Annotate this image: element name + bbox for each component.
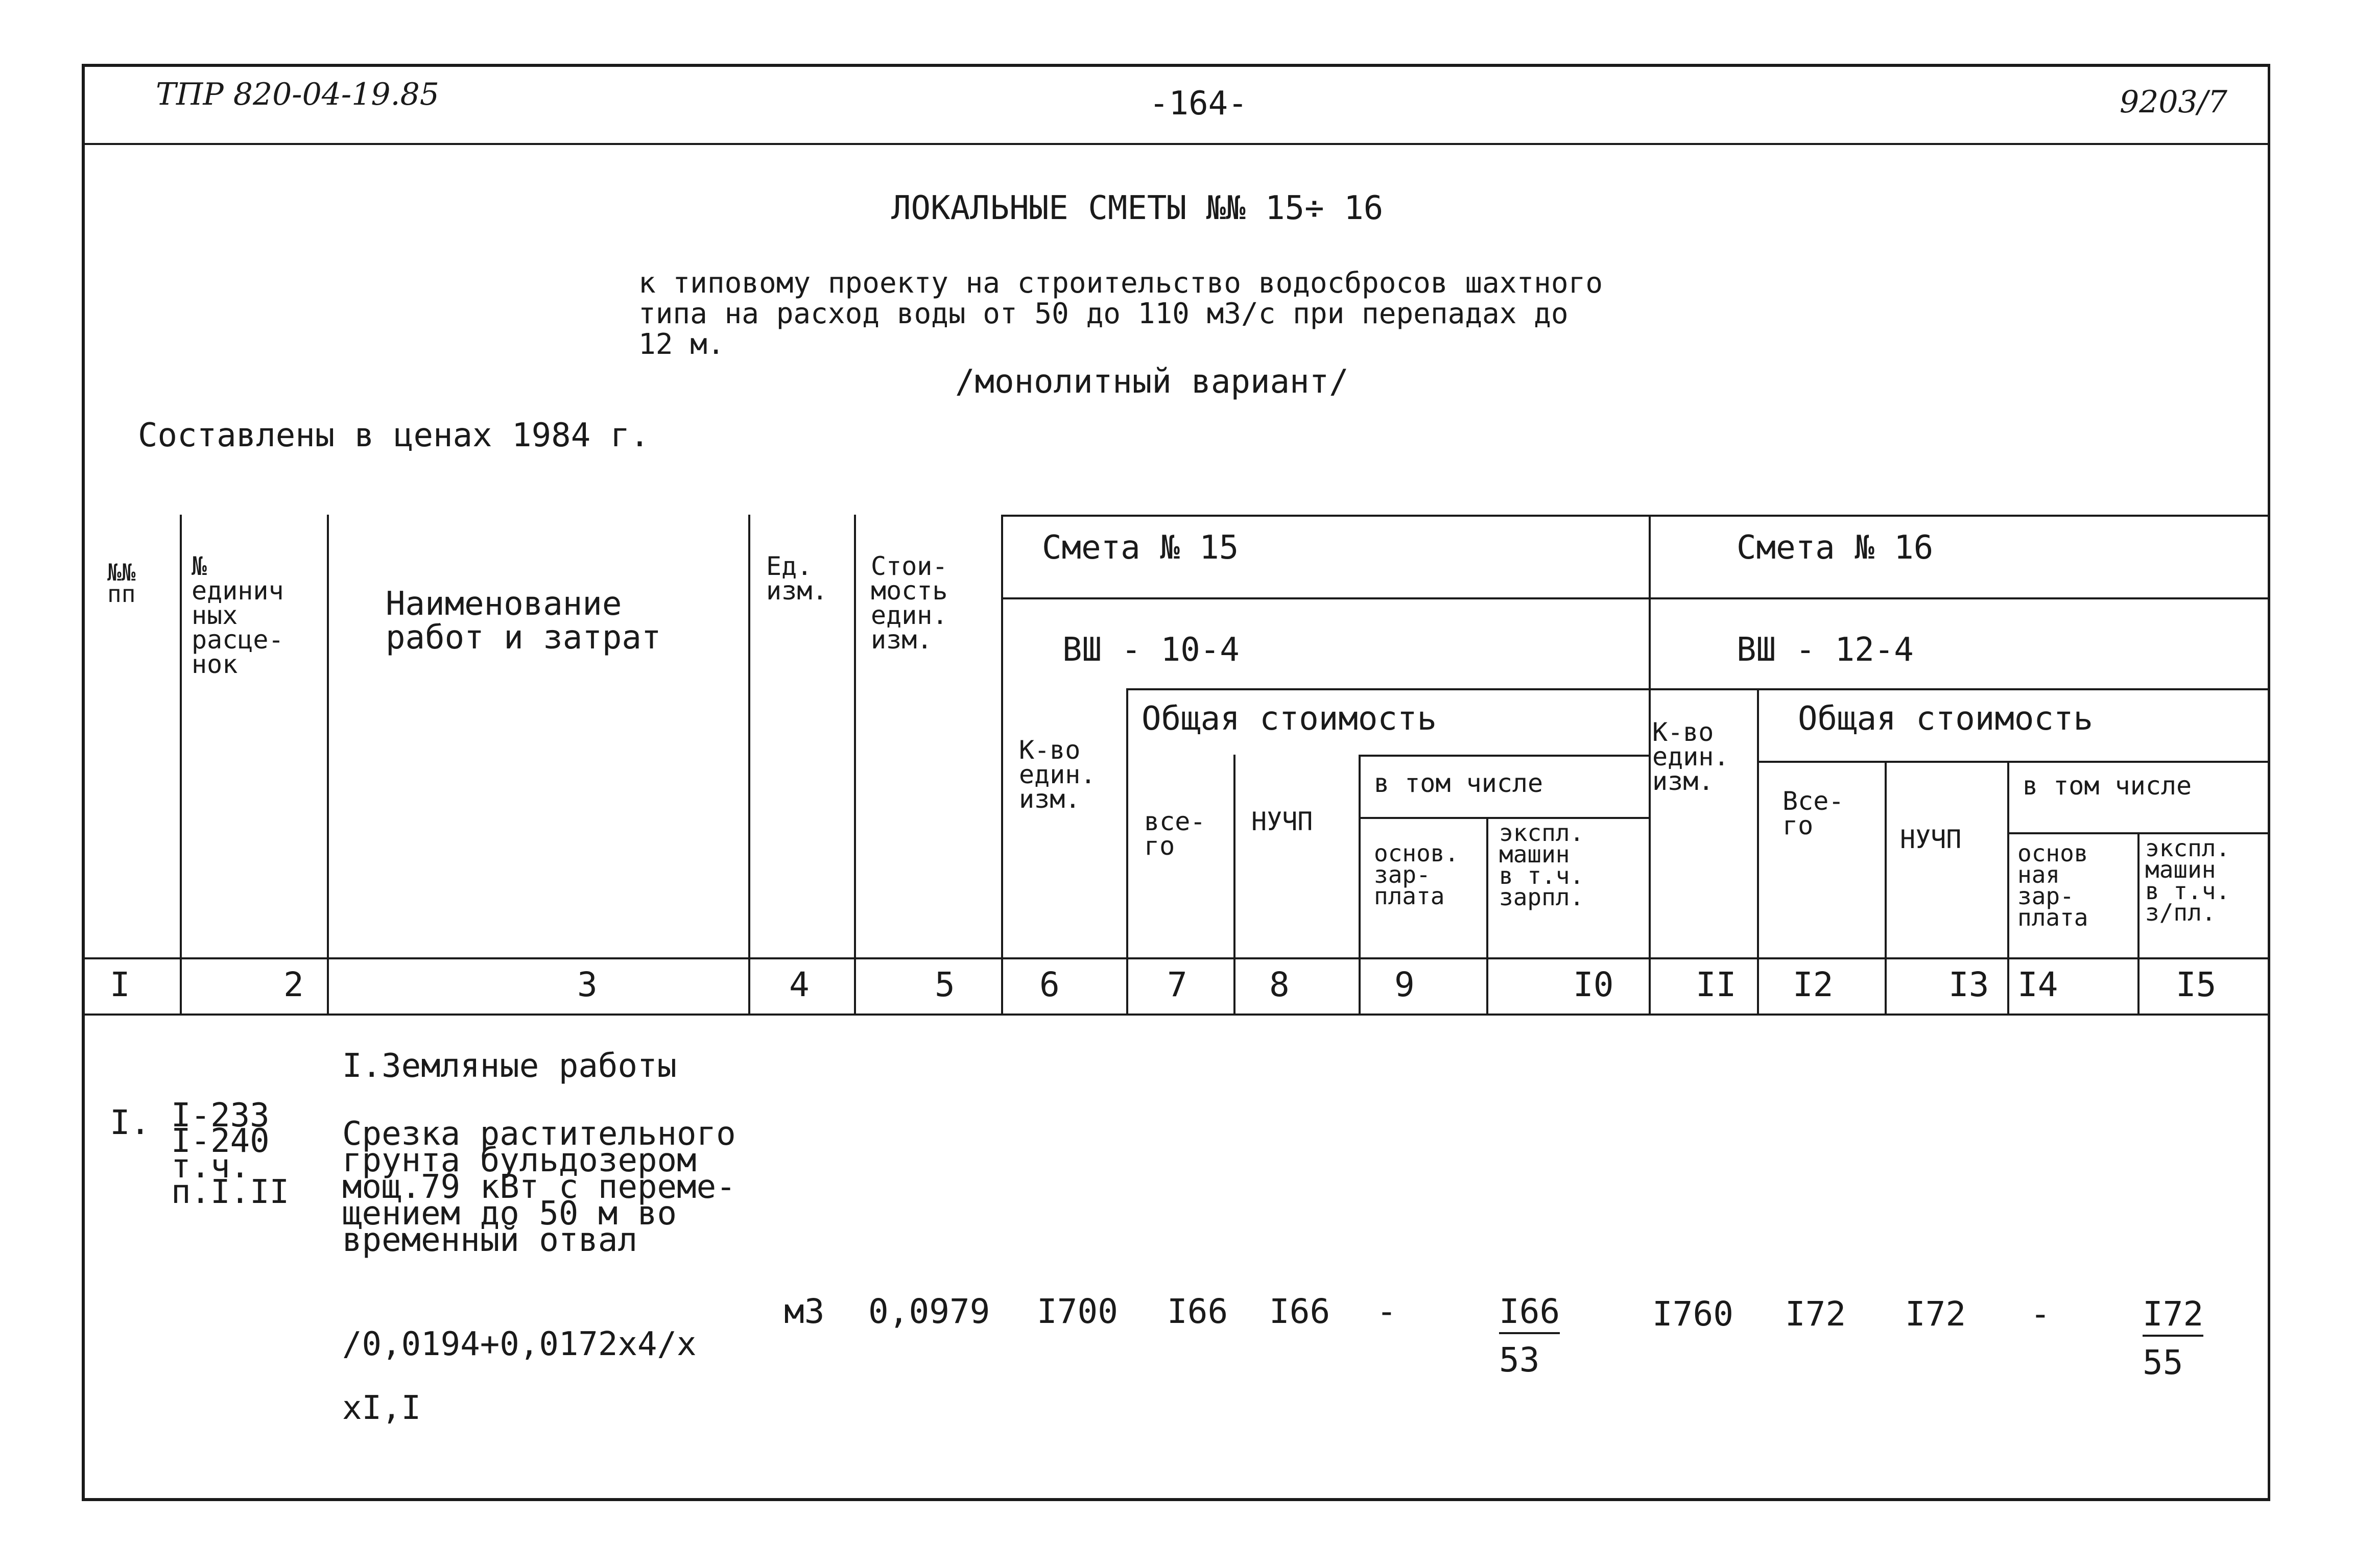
header-mach15: экспл. машин в т.ч. зарпл. — [1499, 819, 1584, 911]
header-mach16: экспл. машин в т.ч. з/пл. — [2145, 834, 2230, 926]
colnum-5: 5 — [935, 965, 955, 1004]
smeta-code-top — [1001, 597, 2270, 599]
row-s15-total: I66 — [1167, 1292, 1228, 1331]
header-divider — [82, 143, 2270, 145]
row-s16-machines: I72 — [2143, 1294, 2203, 1337]
row-s16-nuchp: I72 — [1905, 1294, 1966, 1334]
colnum-bottom-line — [82, 1014, 2270, 1016]
row-formula: /0,0194+0,0172х4/х — [342, 1325, 697, 1363]
colnum-15: I5 — [2176, 965, 2217, 1004]
header-wage15: основ. зар- плата — [1374, 839, 1459, 910]
header-total16: Все- го — [1782, 786, 1844, 840]
header-col1: №№ пп — [107, 559, 136, 608]
colnum-13: I3 — [1948, 965, 1989, 1004]
row-s16-machines-wage: 55 — [2143, 1343, 2183, 1382]
header-col3: Наименование работ и затрат — [386, 585, 661, 657]
row-s15-qty: I700 — [1037, 1292, 1118, 1331]
header-bottom-line — [82, 957, 2270, 959]
row-codes: I-233 I-240 т.ч. п.I.II — [171, 1097, 290, 1211]
section-title: I.Земляные работы — [342, 1047, 677, 1085]
row-s16-total: I72 — [1785, 1294, 1846, 1334]
prices-note: Составлены в ценах 1984 г. — [138, 417, 650, 454]
header-col2: № единич ных расце- нок — [192, 551, 284, 679]
colnum-14: I4 — [2017, 965, 2058, 1004]
colnum-4: 4 — [789, 965, 810, 1004]
header-wage16: основ ная зар- плата — [2017, 839, 2088, 931]
variant-note: /монолитный вариант/ — [955, 363, 1349, 401]
col-line-3 — [748, 515, 750, 1014]
header-qty16: К-во един. изм. — [1652, 717, 1729, 796]
col-line-8 — [1359, 755, 1361, 1014]
header-smeta16: Смета № 16 — [1737, 529, 1934, 567]
col-line-2 — [327, 515, 329, 1014]
row-work-name: Срезка растительного грунта бульдозером мощ.79 кВт с переме- щением до 50 м во временный отвал — [342, 1115, 736, 1259]
col-line-11 — [1757, 688, 1759, 1014]
row-unit-cost: 0,0979 — [868, 1292, 990, 1331]
row-s15-wage: - — [1376, 1292, 1397, 1331]
header-qty15: К-во един. изм. — [1019, 735, 1096, 814]
col-line-5 — [1001, 515, 1003, 1014]
header-smeta15-code: ВШ - 10-4 — [1062, 631, 1240, 669]
row-s15-nuchp: I66 — [1269, 1292, 1330, 1331]
colnum-11: II — [1696, 965, 1737, 1004]
header-col4: Ед. изм. — [766, 551, 828, 606]
colnum-2: 2 — [283, 965, 304, 1004]
header-total15: все- го — [1144, 807, 1206, 861]
colnum-9: 9 — [1394, 965, 1415, 1004]
header-total-cost15: Общая стоимость — [1142, 700, 1437, 738]
sheet-code: 9203/7 — [2120, 84, 2228, 120]
col-line-10 — [1649, 515, 1651, 1014]
colnum-8: 8 — [1269, 965, 1290, 1004]
row-s16-qty: I760 — [1652, 1294, 1733, 1334]
row-s16-wage: - — [2030, 1294, 2051, 1334]
row-unit: м3 — [784, 1292, 825, 1331]
colnum-3: 3 — [577, 965, 598, 1004]
row-s15-machines: I66 — [1499, 1292, 1560, 1334]
header-including16: в том числе — [2023, 771, 2192, 801]
header-nuchp16: НУЧП — [1900, 825, 1962, 854]
document-title: ЛОКАЛЬНЫЕ СМЕТЫ №№ 15÷ 16 — [891, 189, 1384, 227]
colnum-7: 7 — [1167, 965, 1187, 1004]
col-line-1 — [180, 515, 182, 1014]
row-number: I. — [110, 1103, 151, 1142]
header-smeta16-code: ВШ - 12-4 — [1737, 631, 1914, 669]
page-number: -164- — [1149, 85, 1248, 123]
header-including15: в том числе — [1374, 768, 1543, 798]
table-top-line — [1001, 515, 2270, 517]
col-line-7 — [1233, 755, 1235, 1014]
doc-code: ТПР 820-04-19.85 — [156, 77, 439, 112]
col-line-4 — [854, 515, 856, 1014]
col-line-12 — [1885, 761, 1887, 1014]
document-subtitle: к типовому проекту на строительство водосбросов шахтного типа на расход воды от 50 до 110 м3/с при перепадах до 12 м. — [638, 267, 1603, 361]
colnum-1: I — [110, 965, 130, 1004]
header-total-cost16: Общая стоимость — [1798, 700, 2093, 738]
col-line-14 — [2137, 832, 2140, 1014]
total-line-16 — [1757, 761, 2270, 763]
row-formula-2: хI,I — [342, 1389, 421, 1427]
header-smeta15: Смета № 15 — [1042, 529, 1239, 567]
including-line-15 — [1359, 755, 1650, 757]
colnum-12: I2 — [1793, 965, 1834, 1004]
header-nuchp15: НУЧП — [1251, 807, 1313, 836]
col-line-13 — [2007, 761, 2009, 1014]
colnum-10: I0 — [1573, 965, 1614, 1004]
colnum-6: 6 — [1039, 965, 1060, 1004]
col-line-9 — [1486, 817, 1488, 1014]
row-s15-machines-wage: 53 — [1499, 1340, 1540, 1380]
smeta-code-bottom — [1126, 688, 2270, 690]
col-line-6 — [1126, 688, 1128, 1014]
header-col5: Стои- мость един. изм. — [871, 551, 948, 655]
